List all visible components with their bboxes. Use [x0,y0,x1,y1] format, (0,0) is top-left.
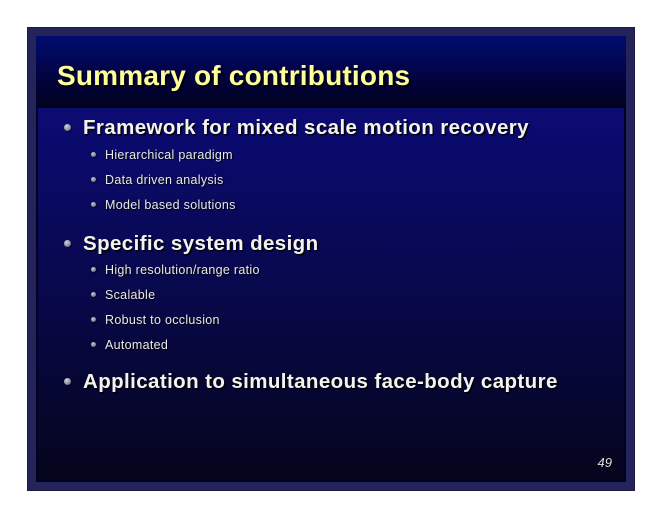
slide [28,28,634,490]
sub-bullet-item [91,198,236,212]
slide-title: Summary of contributions [57,60,411,91]
sub-bullet-group-system-design [91,263,260,363]
sub-bullet-label: Model based solutions [105,198,236,212]
sub-bullet-dot-icon [91,342,96,347]
slide-title-band [36,36,626,108]
sub-bullet-item [91,313,260,327]
sub-bullet-label: Data driven analysis [105,173,224,187]
sub-bullet-label: High resolution/range ratio [105,263,260,277]
slide-page-number: 49 [597,455,612,470]
bullet-dot-icon [64,240,71,247]
sub-bullet-item [91,288,260,302]
sub-bullet-dot-icon [91,177,96,182]
bullet-label: Application to simultaneous face-body capture [83,370,558,393]
sub-bullet-dot-icon [91,202,96,207]
bullet-label: Specific system design [83,232,319,255]
sub-bullet-label: Automated [105,338,169,352]
sub-bullet-dot-icon [91,292,96,297]
sub-bullet-label: Robust to occlusion [105,313,220,327]
bullet-label: Framework for mixed scale motion recovery [83,116,529,139]
sub-bullet-item [91,173,236,187]
sub-bullet-dot-icon [91,152,96,157]
bullet-item-system-design [64,232,319,256]
bullet-dot-icon [64,378,71,385]
bullet-dot-icon [64,124,71,131]
sub-bullet-label: Scalable [105,288,156,302]
sub-bullet-item [91,148,236,162]
bullet-item-application [64,370,558,394]
sub-bullet-dot-icon [91,267,96,272]
sub-bullet-item [91,263,260,277]
bullet-item-framework [64,116,529,140]
sub-bullet-item [91,338,260,352]
sub-bullet-group-framework [91,148,236,223]
sub-bullet-dot-icon [91,317,96,322]
sub-bullet-label: Hierarchical paradigm [105,148,233,162]
